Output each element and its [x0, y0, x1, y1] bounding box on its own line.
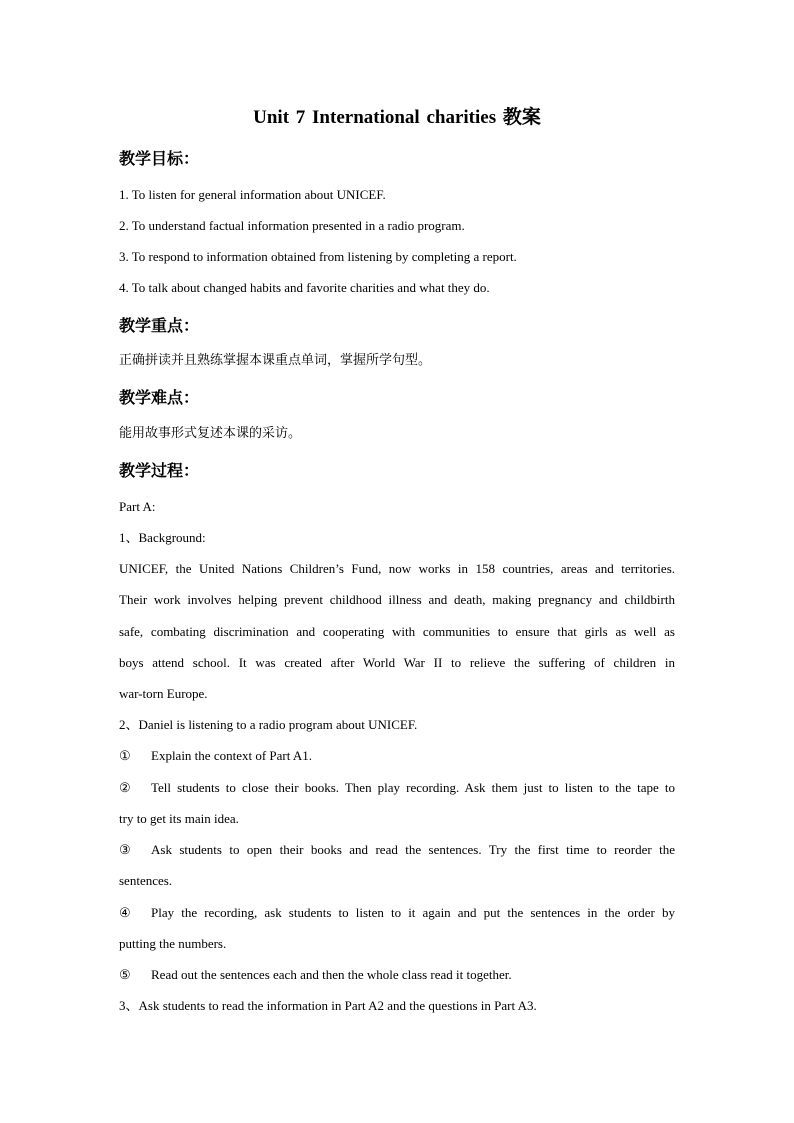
step-text: Read out the sentences each and then the whole class read it together. — [151, 967, 512, 982]
step-1 — [119, 747, 675, 765]
step-number: ① — [119, 748, 131, 763]
difficulties-text: 能用故事形式复述本课的采访。 — [119, 426, 302, 441]
step-number: ② — [119, 780, 131, 795]
background-paragraph-line: UNICEF, the United Nations Children’s Fund, now works in 158 countries, areas and territories. — [119, 561, 675, 576]
objective-item: 3. To respond to information obtained from listening by completing a report. — [119, 249, 517, 264]
key-points-text: 正确拼读并且熟练掌握本课重点单词，掌握所学句型。 — [119, 353, 432, 368]
step-text-continued: sentences. — [119, 873, 173, 888]
step-text: Explain the context of Part A1. — [151, 748, 313, 763]
item-2: 2、Daniel is listening to a radio program about UNICEF. — [119, 717, 418, 732]
item-3: 3、Ask students to read the information in Part A2 and the questions in Part A3. — [119, 998, 537, 1013]
background-paragraph-line: safe, combating discrimination and cooperating with communities to ensure that girls as well as — [119, 624, 675, 639]
background-paragraph-line: boys attend school. It was created after World War II to relieve the suffering of children in — [119, 655, 675, 670]
key-points-heading: 教学重点： — [119, 316, 200, 335]
objective-item: 4. To talk about changed habits and favorite charities and what they do. — [119, 280, 490, 295]
step-text: Tell students to close their books. Then play recording. Ask them just to listen to the tape to — [151, 780, 675, 795]
page-title: Unit 7 International charities 教案 — [253, 107, 541, 128]
step-3 — [119, 841, 675, 859]
step-5 — [119, 966, 675, 984]
background-paragraph-line: Their work involves helping prevent childhood illness and death, making pregnancy and childbirth — [119, 592, 675, 607]
step-number: ⑤ — [119, 967, 131, 982]
step-4 — [119, 904, 675, 922]
step-2 — [119, 779, 675, 797]
objective-item: 2. To understand factual information presented in a radio program. — [119, 218, 465, 233]
background-paragraph-line: war-torn Europe. — [119, 686, 208, 701]
difficulties-heading: 教学难点： — [119, 388, 200, 407]
objectives-heading: 教学目标： — [119, 149, 200, 168]
step-number: ④ — [119, 905, 131, 920]
step-text: Ask students to open their books and read the sentences. Try the first time to reorder the — [151, 842, 675, 857]
step-text-continued: try to get its main idea. — [119, 811, 239, 826]
part-label: Part A: — [119, 499, 156, 514]
process-heading: 教学过程： — [119, 461, 200, 480]
objective-item: 1. To listen for general information about UNICEF. — [119, 187, 386, 202]
step-text: Play the recording, ask students to listen to it again and put the sentences in the order by — [151, 905, 675, 920]
step-number: ③ — [119, 842, 131, 857]
step-text-continued: putting the numbers. — [119, 936, 227, 951]
background-label: 1、Background: — [119, 530, 206, 545]
